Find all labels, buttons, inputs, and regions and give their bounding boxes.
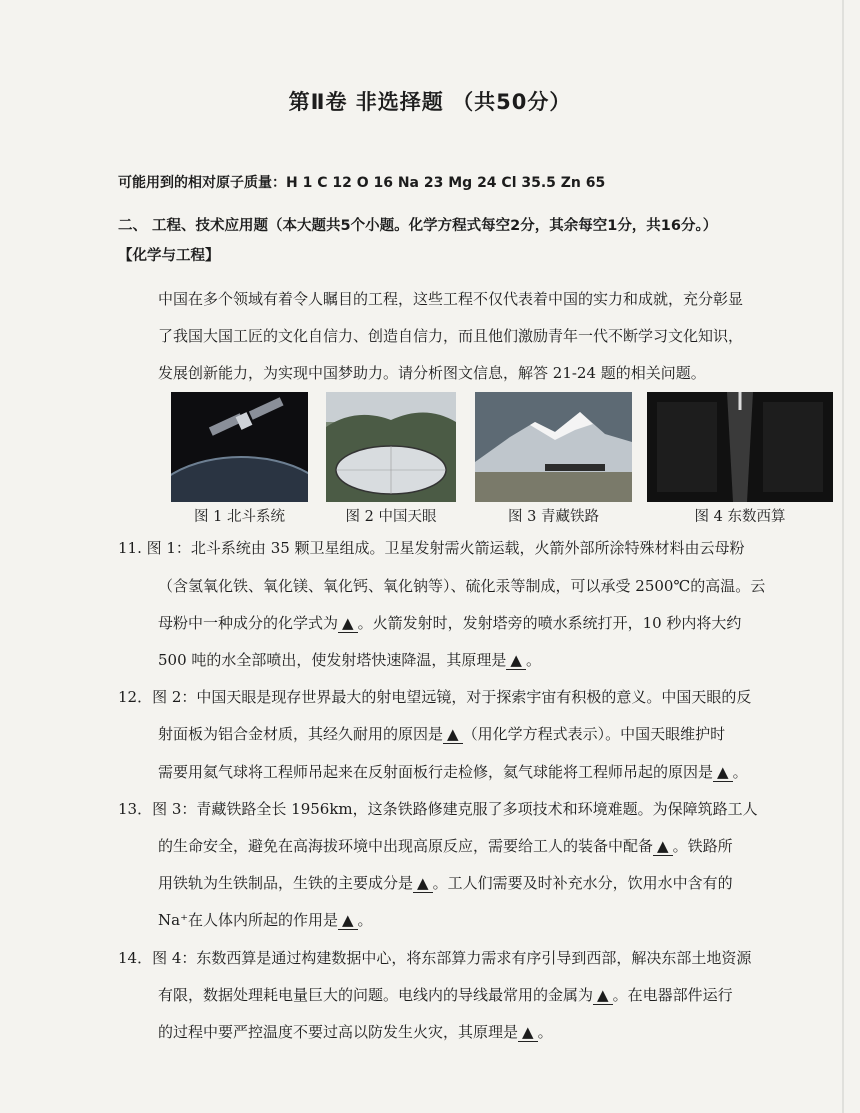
q13-line-4 [158, 909, 373, 930]
q12-line-3-text: 需要用氦气球将工程师吊起来在反射面板行走检修，氦气球能将工程师吊起的原因是 [158, 763, 714, 781]
q13-line-2 [158, 835, 733, 856]
q14-line-3-text: 的过程中要严控温度不要过高以防发生火灾，其原理是 [158, 1023, 519, 1041]
q11-line-3-text-end: 。火箭发射时，发射塔旁的喷水系统打开，10 秒内将大约 [357, 614, 742, 632]
figure-2-caption: 图 2 中国天眼 [345, 509, 437, 525]
answer-blank[interactable]: ▲ [653, 838, 673, 856]
answer-blank[interactable]: ▲ [443, 726, 463, 744]
figure-beidou-image [171, 392, 308, 502]
q12-line-2 [158, 723, 725, 744]
section-subheading: 【化学与工程】 [118, 248, 220, 264]
answer-blank[interactable]: ▲ [506, 652, 526, 670]
figure-fast-telescope-image [326, 392, 456, 502]
q14-line-3 [158, 1021, 553, 1042]
answer-blank[interactable]: ▲ [413, 875, 433, 893]
figure-qinghai-tibet-railway-image [475, 392, 632, 502]
intro-line-3: 发展创新能力，为实现中国梦助力。请分析图文信息，解答 21-24 题的相关问题。 [158, 364, 706, 382]
q11-line-4-text-end: 。 [525, 651, 541, 669]
q14-line-3-text-end: 。 [537, 1023, 553, 1041]
q13-line-4-text-end: 。 [357, 911, 373, 929]
intro-line-1: 中国在多个领域有着令人瞩目的工程，这些工程不仅代表着中国的实力和成就，充分彰显 [158, 290, 744, 308]
answer-blank[interactable]: ▲ [593, 987, 613, 1005]
answer-blank[interactable]: ▲ [713, 764, 733, 782]
answer-blank[interactable]: ▲ [338, 912, 358, 930]
q11-line-1: 11. 图 1：北斗系统由 35 颗卫星组成。卫星发射需火箭运载，火箭外部所涂特殊材料由云母粉 [118, 539, 745, 557]
q11-line-2: （含氢氧化铁、氧化镁、氧化钙、氧化钠等）、硫化汞等制成，可以承受 2500℃的高温。云 [158, 577, 766, 595]
q13-line-2-text: 的生命安全，避免在高海拔环境中出现高原反应，需要给工人的装备中配备 [158, 837, 654, 855]
answer-blank[interactable]: ▲ [338, 615, 358, 633]
atomic-masses: 可能用到的相对原子质量：H 1 C 12 O 16 Na 23 Mg 24 Cl 35.5 Zn 65 [118, 175, 606, 191]
q13-line-4-text: Na⁺在人体内所起的作用是 [158, 911, 338, 929]
section-title: 第Ⅱ卷 非选择题 （共50分） [288, 90, 572, 114]
q13-line-3-text-end: 。工人们需要及时补充水分，饮用水中含有的 [432, 874, 733, 892]
q14-line-1: 14．图 4：东数西算是通过构建数据中心，将东部算力需求有序引导到西部，解决东部土地资源 [118, 949, 752, 967]
q14-line-2-text: 有限，数据处理耗电量巨大的问题。电线内的导线最常用的金属为 [158, 986, 594, 1004]
q13-line-3-text: 用铁轨为生铁制品，生铁的主要成分是 [158, 874, 414, 892]
answer-blank[interactable]: ▲ [518, 1024, 538, 1042]
q13-line-3 [158, 872, 733, 893]
figure-1-caption: 图 1 北斗系统 [194, 509, 285, 525]
q11-line-4-text: 500 吨的水全部喷出，使发射塔快速降温，其原理是 [158, 651, 507, 669]
figure-4-caption: 图 4 东数西算 [694, 509, 786, 525]
section-heading: 二、 工程、技术应用题（本大题共5个小题。化学方程式每空2分，其余每空1分，共16分。） [118, 218, 718, 234]
q11-line-3 [158, 612, 741, 633]
figure-data-center-image [647, 392, 833, 502]
intro-line-2: 了我国大国工匠的文化自信力、创造自信力，而且他们激励青年一代不断学习文化知识， [158, 327, 744, 345]
q11-line-3-text: 母粉中一种成分的化学式为 [158, 614, 339, 632]
q12-line-2-text-end: （用化学方程式表示）。中国天眼维护时 [462, 725, 726, 743]
q12-line-1: 12．图 2：中国天眼是现存世界最大的射电望远镜，对于探索宇宙有积极的意义。中国天眼的反 [118, 688, 752, 706]
q12-line-3-text-end: 。 [732, 763, 748, 781]
q13-line-2-text-end: 。铁路所 [672, 837, 733, 855]
q12-line-3 [158, 761, 748, 782]
q13-line-1: 13．图 3：青藏铁路全长 1956km，这条铁路修建克服了多项技术和环境难题。为保障筑路工人 [118, 800, 758, 818]
q14-line-2-text-end: 。在电器部件运行 [612, 986, 733, 1004]
figure-3-caption: 图 3 青藏铁路 [508, 509, 599, 525]
q12-line-2-text: 射面板为铝合金材质，其经久耐用的原因是 [158, 725, 444, 743]
q14-line-2 [158, 984, 733, 1005]
scan-edge-shadow [842, 0, 844, 1113]
q11-line-4 [158, 649, 541, 670]
